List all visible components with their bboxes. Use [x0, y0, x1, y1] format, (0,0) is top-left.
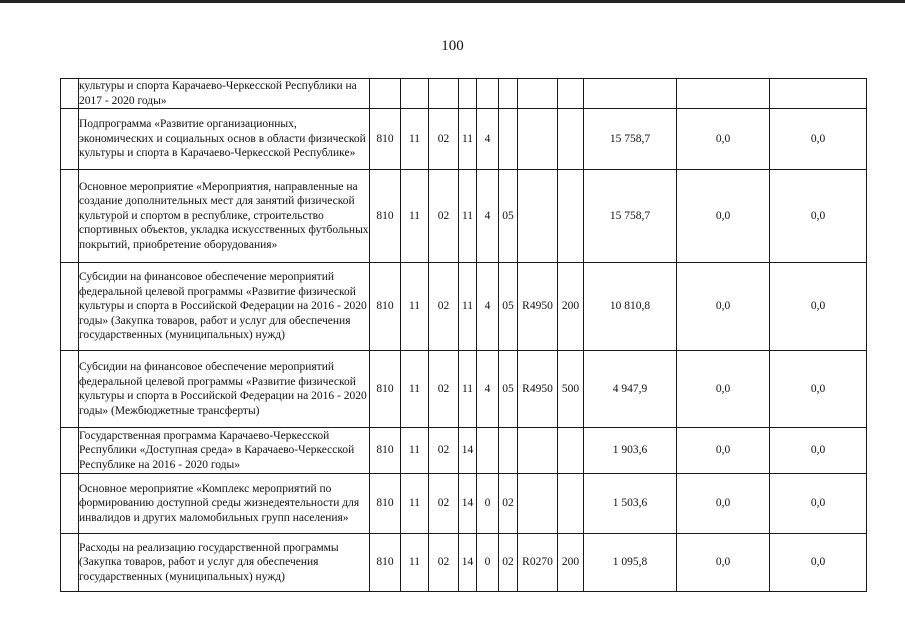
col-subsection-cell: 02 [429, 474, 459, 534]
col-section-cell: 11 [401, 534, 429, 592]
col-program-cell: 14 [459, 428, 477, 474]
col-amount-year1-cell [584, 79, 677, 109]
row-number-cell [61, 428, 79, 474]
col-amount-year3-cell: 0,0 [770, 474, 867, 534]
col-grbs-cell: 810 [370, 474, 401, 534]
row-number-cell [61, 79, 79, 109]
item-name-cell: Основное мероприятие «Мероприятия, направленные на создание дополнительных мест для занятий физической культурой и спортом в республике, строительство спортивных объектов, укладка искусственных футбольных покрытий, приобретение оборудования» [79, 170, 370, 263]
col-amount-year1-cell: 1 095,8 [584, 534, 677, 592]
col-program-cell: 11 [459, 351, 477, 428]
col-grbs-cell: 810 [370, 428, 401, 474]
col-subprogram-cell: 0 [477, 534, 499, 592]
col-amount-year3-cell [770, 79, 867, 109]
col-grbs-cell [370, 79, 401, 109]
col-program-cell: 11 [459, 109, 477, 170]
col-expense-type-cell [558, 170, 584, 263]
col-expense-type-cell: 500 [558, 351, 584, 428]
col-direction-cell [518, 109, 558, 170]
col-grbs-cell: 810 [370, 351, 401, 428]
col-amount-year2-cell: 0,0 [677, 351, 770, 428]
col-expense-type-cell [558, 428, 584, 474]
col-section-cell: 11 [401, 109, 429, 170]
col-subsection-cell: 02 [429, 428, 459, 474]
col-grbs-cell: 810 [370, 109, 401, 170]
col-grbs-cell: 810 [370, 170, 401, 263]
col-direction-cell [518, 170, 558, 263]
item-name-cell: Основное мероприятие «Комплекс мероприятий по формированию доступной среды жизнедеятельности для инвалидов и других маломобильных групп населения» [79, 474, 370, 534]
col-subsection-cell [429, 79, 459, 109]
col-event-cell [499, 428, 518, 474]
col-amount-year1-cell: 4 947,9 [584, 351, 677, 428]
col-amount-year2-cell: 0,0 [677, 534, 770, 592]
col-expense-type-cell [558, 474, 584, 534]
top-border-line [0, 0, 905, 3]
col-amount-year3-cell: 0,0 [770, 263, 867, 351]
col-event-cell: 05 [499, 351, 518, 428]
col-section-cell: 11 [401, 263, 429, 351]
col-event-cell [499, 109, 518, 170]
table-row [61, 534, 867, 592]
item-name-cell: Субсидии на финансовое обеспечение мероприятий федеральной целевой программы «Развитие физической культуры и спорта в Российской Федерации на 2016 - 2020 годы» (Межбюджетные трансферты) [79, 351, 370, 428]
col-section-cell: 11 [401, 170, 429, 263]
col-direction-cell: R4950 [518, 351, 558, 428]
col-program-cell: 14 [459, 474, 477, 534]
row-number-cell [61, 534, 79, 592]
col-direction-cell [518, 428, 558, 474]
col-direction-cell: R0270 [518, 534, 558, 592]
table-row [61, 79, 867, 109]
item-name-cell: Субсидии на финансовое обеспечение мероприятий федеральной целевой программы «Развитие физической культуры и спорта в Российской Федерации на 2016 - 2020 годы» (Закупка товаров, работ и услуг для обеспечения государственных (муниципальных) нужд) [79, 263, 370, 351]
page-number: 100 [441, 38, 464, 54]
col-section-cell: 11 [401, 351, 429, 428]
col-subsection-cell: 02 [429, 170, 459, 263]
table-row [61, 263, 867, 351]
col-program-cell [459, 79, 477, 109]
col-subprogram-cell: 4 [477, 109, 499, 170]
col-program-cell: 14 [459, 534, 477, 592]
row-number-cell [61, 170, 79, 263]
col-amount-year2-cell: 0,0 [677, 263, 770, 351]
col-amount-year2-cell: 0,0 [677, 428, 770, 474]
col-amount-year1-cell: 15 758,7 [584, 109, 677, 170]
col-subprogram-cell [477, 79, 499, 109]
col-grbs-cell: 810 [370, 534, 401, 592]
row-number-cell [61, 263, 79, 351]
col-direction-cell [518, 79, 558, 109]
col-amount-year2-cell [677, 79, 770, 109]
table-row [61, 428, 867, 474]
table-row [61, 170, 867, 263]
col-section-cell: 11 [401, 428, 429, 474]
row-number-cell [61, 109, 79, 170]
col-expense-type-cell: 200 [558, 263, 584, 351]
col-amount-year2-cell: 0,0 [677, 109, 770, 170]
col-section-cell: 11 [401, 474, 429, 534]
col-event-cell: 05 [499, 170, 518, 263]
col-event-cell: 05 [499, 263, 518, 351]
col-amount-year2-cell: 0,0 [677, 170, 770, 263]
table-row [61, 109, 867, 170]
col-amount-year1-cell: 15 758,7 [584, 170, 677, 263]
col-amount-year3-cell: 0,0 [770, 109, 867, 170]
col-event-cell: 02 [499, 534, 518, 592]
table-row [61, 474, 867, 534]
col-subsection-cell: 02 [429, 351, 459, 428]
item-name-cell: Подпрограмма «Развитие организационных, экономических и социальных основ в области физической культуры и спорта в Карачаево-Черкесской Республике» [79, 109, 370, 170]
col-subprogram-cell: 4 [477, 170, 499, 263]
col-amount-year3-cell: 0,0 [770, 534, 867, 592]
col-expense-type-cell [558, 79, 584, 109]
col-amount-year3-cell: 0,0 [770, 170, 867, 263]
table-row [61, 351, 867, 428]
col-event-cell [499, 79, 518, 109]
col-event-cell: 02 [499, 474, 518, 534]
col-subsection-cell: 02 [429, 109, 459, 170]
col-program-cell: 11 [459, 263, 477, 351]
col-direction-cell: R4950 [518, 263, 558, 351]
row-number-cell [61, 351, 79, 428]
col-subsection-cell: 02 [429, 263, 459, 351]
col-amount-year3-cell: 0,0 [770, 428, 867, 474]
item-name-cell: культуры и спорта Карачаево-Черкесской Республики на 2017 - 2020 годы» [79, 79, 370, 109]
col-subprogram-cell: 0 [477, 474, 499, 534]
col-direction-cell [518, 474, 558, 534]
col-subprogram-cell: 4 [477, 351, 499, 428]
col-expense-type-cell [558, 109, 584, 170]
budget-table [60, 78, 867, 592]
col-amount-year2-cell: 0,0 [677, 474, 770, 534]
col-section-cell [401, 79, 429, 109]
col-subprogram-cell: 4 [477, 263, 499, 351]
col-grbs-cell: 810 [370, 263, 401, 351]
row-number-cell [61, 474, 79, 534]
col-subprogram-cell [477, 428, 499, 474]
col-subsection-cell: 02 [429, 534, 459, 592]
col-amount-year3-cell: 0,0 [770, 351, 867, 428]
col-amount-year1-cell: 1 503,6 [584, 474, 677, 534]
col-amount-year1-cell: 10 810,8 [584, 263, 677, 351]
col-amount-year1-cell: 1 903,6 [584, 428, 677, 474]
col-program-cell: 11 [459, 170, 477, 263]
item-name-cell: Государственная программа Карачаево-Черкесской Республики «Доступная среда» в Карачаево-Черкесской Республике на 2016 - 2020 годы» [79, 428, 370, 474]
col-expense-type-cell: 200 [558, 534, 584, 592]
item-name-cell: Расходы на реализацию государственной программы (Закупка товаров, работ и услуг для обеспечения государственных (муниципальных) нужд) [79, 534, 370, 592]
